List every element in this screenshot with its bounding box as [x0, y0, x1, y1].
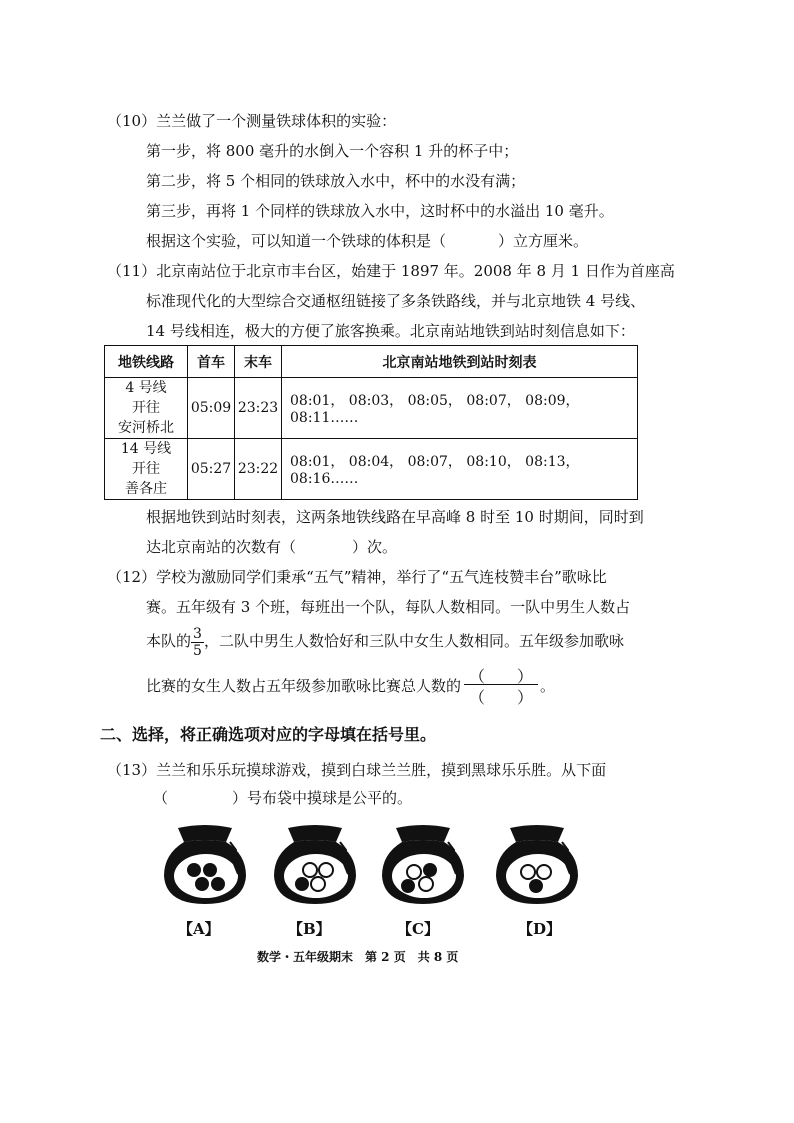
q12-line1: （12）学校为激励同学们秉承“五气”精神，举行了“五气连枝赞丰台”歌咏比 [107, 568, 607, 586]
q12-line4: 比赛的女生人数占五年级参加歌咏比赛总人数的 [146, 677, 462, 695]
q12-period: 。 [540, 677, 556, 695]
section-2-heading: 二、选择，将正确选项对应的字母填在括号里。 [100, 725, 437, 744]
q11-line3: 14 号线相连，极大的方便了旅客换乘。北京南站地铁到站时刻信息如下： [146, 322, 635, 340]
q12-answer-fraction[interactable] [464, 664, 538, 705]
q12-line3-after: ，二队中男生人数恰好和三队中女生人数相同。五年级参加歌咏 [203, 632, 624, 650]
option-d-label: 【D】 [518, 920, 562, 938]
row2-line-a: 14 号线 [120, 441, 172, 457]
q11-ask-after: ）次。 [352, 538, 398, 556]
row1-line-cell [105, 378, 188, 439]
header-schedule: 北京南站地铁到站时刻表 [282, 346, 638, 378]
table-row [105, 378, 638, 439]
row1-line-a: 4 号线 [125, 380, 167, 396]
q10-step3: 第三步，再将 1 个同样的铁球放入水中，这时杯中的水溢出 10 毫升。 [146, 202, 614, 220]
fraction-three-fifths [191, 626, 204, 659]
fraction-denominator: 5 [193, 642, 202, 659]
row1-first: 05:09 [188, 378, 235, 439]
q10-step1: 第一步，将 800 毫升的水倒入一个容积 1 升的杯子中； [146, 142, 519, 160]
bag-a-icon[interactable] [160, 820, 250, 906]
option-b-label: 【B】 [288, 920, 331, 938]
table-row [105, 439, 638, 500]
q11-line1: （11）北京南站位于北京市丰台区，始建于 1897 年。2008 年 8 月 1 日作为首座高 [107, 262, 675, 280]
answer-denominator-blank[interactable]: （ ） [468, 688, 533, 707]
q11-ask-line2 [146, 537, 397, 557]
row1-line-b: 开往 [132, 400, 160, 416]
bag-d-icon[interactable] [492, 820, 582, 906]
q11-line2: 标准现代化的大型综合交通枢纽链接了多条铁路线，并与北京地铁 4 号线、 [146, 292, 646, 310]
q10-title: （10）兰兰做了一个测量铁球体积的实验： [107, 112, 397, 130]
row1-times: 08:01， 08:03， 08:05， 08:07， 08:09， 08:11…… [282, 378, 638, 439]
header-line: 地铁线路 [105, 346, 188, 378]
row2-first: 05:27 [188, 439, 235, 500]
row2-last: 23:22 [235, 439, 282, 500]
option-c-label: 【C】 [397, 920, 439, 938]
q12-line2: 赛。五年级有 3 个班，每班出一个队，每队人数相同。一队中男生人数占 [146, 598, 631, 616]
row2-line-c: 善各庄 [125, 481, 167, 497]
q11-ask-line1: 根据地铁到站时刻表，这两条地铁线路在早高峰 8 时至 10 时期间，同时到 [146, 508, 644, 526]
row2-line-cell [105, 439, 188, 500]
q13-line2 [153, 788, 412, 808]
fraction-numerator: 3 [193, 625, 202, 642]
row2-line-b: 开往 [132, 461, 160, 477]
q13-line1: （13）兰兰和乐乐玩摸球游戏，摸到白球兰兰胜，摸到黑球乐乐胜。从下面 [107, 761, 607, 779]
q10-question [146, 231, 588, 251]
page-footer: 数学・五年级期末 第 2 页 共 8 页 [257, 950, 459, 964]
table-header-row [105, 346, 638, 378]
q10-step2: 第二步，将 5 个相同的铁球放入水中，杯中的水没有满； [146, 172, 526, 190]
header-first: 首车 [188, 346, 235, 378]
bag-b-icon[interactable] [270, 820, 360, 906]
row1-last: 23:23 [235, 378, 282, 439]
option-a-label: 【A】 [178, 920, 220, 938]
q12-line3 [146, 624, 624, 659]
metro-timetable [104, 345, 638, 500]
row2-times: 08:01， 08:04， 08:07， 08:10， 08:13， 08:16…… [282, 439, 638, 500]
bag-c-icon[interactable] [378, 820, 468, 906]
answer-numerator-blank[interactable]: （ ） [464, 664, 538, 685]
q13-line2-before: （ [153, 789, 169, 807]
q10-question-before: 根据这个实验，可以知道一个铁球的体积是（ [146, 232, 447, 250]
q10-question-after: ）立方厘米。 [498, 232, 589, 250]
q13-line2-after: ）号布袋中摸球是公平的。 [232, 789, 413, 807]
q11-ask-before: 达北京南站的次数有（ [146, 538, 297, 556]
q12-line3-before: 本队的 [146, 632, 192, 650]
header-last: 末车 [235, 346, 282, 378]
row1-line-c: 安河桥北 [118, 420, 174, 436]
